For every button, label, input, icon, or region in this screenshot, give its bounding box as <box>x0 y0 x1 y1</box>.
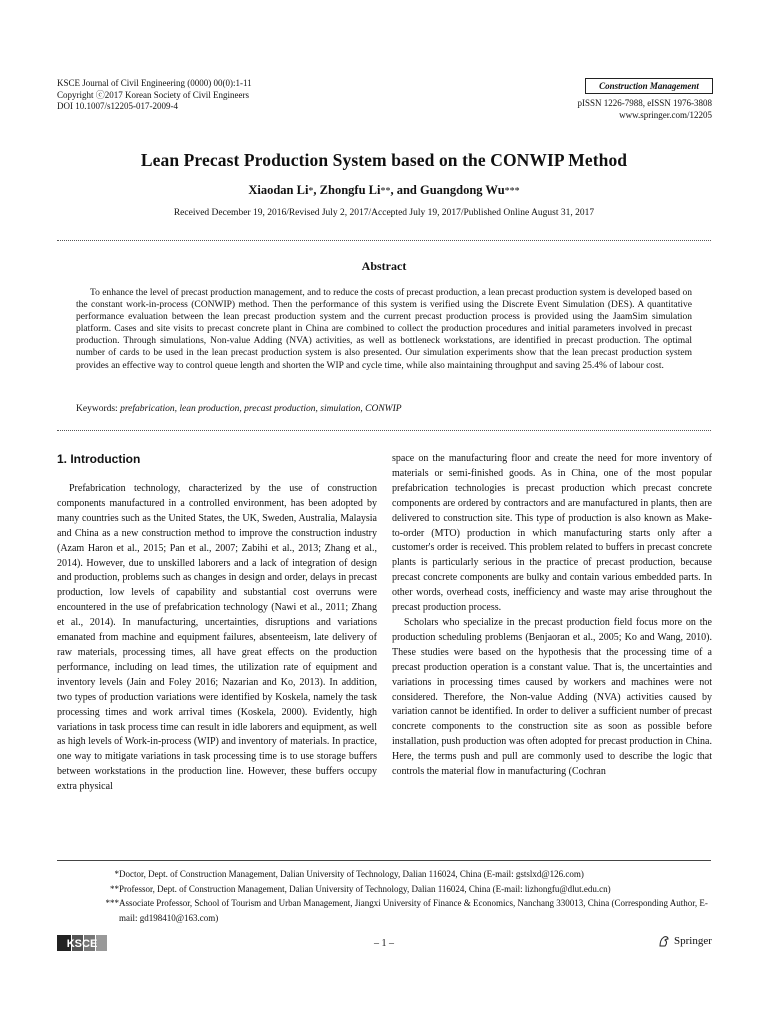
journal-url: www.springer.com/12205 <box>619 110 712 120</box>
author-2-mark: ** <box>380 186 391 197</box>
page-number: – 1 – <box>374 938 394 949</box>
logo-text: KSCE <box>66 938 98 950</box>
section-heading-introduction: 1. Introduction <box>57 452 141 466</box>
abstract-heading: Abstract <box>361 259 407 273</box>
paragraph: space on the manufacturing floor and create the need for more inventory of materials or semi-finished goods. As in China, one of the most popular prefabrication technologies is precast production which precast concrete components are ordered by contractors and are manufactured in plants, then are delivered to construction site. This type of production is also known as Make-to-order (MTO) production in which manufacturing starts only after a customer's order is received. This problem related to buffers in precast concrete plants is particularly serious in the practice of precast production, because precast concrete components are bulky and contain various embedded parts. In other words, overhead costs, inefficiency and waste may arise throughout the precast production process. <box>392 453 712 614</box>
issn-block <box>577 97 712 121</box>
footnote-text: Professor, Dept. of Construction Management, Dalian University of Technology, Dalian 116024, China (E-mail: lizhongfu@dlut.edu.cn) <box>119 883 611 894</box>
author-1: Xiaodan Li <box>248 183 309 197</box>
footnote <box>57 867 711 882</box>
footnote-mark: ** <box>110 883 119 894</box>
author-conjunction: and <box>396 183 417 197</box>
author-2: Zhongfu Li <box>319 183 381 197</box>
paragraph: Scholars who specialize in the precast production field focus more on the production scheduling problems (Benjaoran et al., 2005; Ko and Wang, 2010). These studies were based on the hypothesis that the processing time of a precast production operation is a constant value. That is, the uncertainties and variations in processing times caused by workers and machines were not considered. Therefore, the Non-value Adding (NVA) activities caused by variation cannot be identified. In order to deliver a sufficient number of precast concrete components to the construction site as soon as possible before installation, push production was often adopted for precast production in China. Here, the terms push and pull are commonly used to describe the logic that controls the material flow in manufacturing (Cochran <box>392 616 712 778</box>
footnote-rule <box>57 860 711 861</box>
column-left <box>57 482 377 795</box>
category-box: Construction Management <box>585 78 713 94</box>
footnotes <box>57 867 711 925</box>
publisher-name: Springer <box>674 935 712 947</box>
paper-title: Lean Precast Production System based on the CONWIP Method <box>140 150 628 170</box>
divider-top <box>57 240 711 241</box>
author-list: Xiaodan Li*, Zhongfu Li**, and Guangdong Wu*** <box>248 183 520 197</box>
footnote-mark: *** <box>105 898 119 908</box>
keywords <box>76 404 692 414</box>
keywords-label: Keywords: <box>76 404 118 414</box>
author-3: Guangdong Wu <box>420 183 505 197</box>
divider-bottom <box>57 430 711 431</box>
author-3-mark: *** <box>504 186 520 197</box>
footnote-text: Doctor, Dept. of Construction Management, Dalian University of Technology, Dalian 116024, China (E-mail: gstslxd@126.com) <box>119 869 584 879</box>
springer-logo <box>657 934 712 948</box>
column-right <box>392 452 712 780</box>
footnote-mark: * <box>114 869 119 879</box>
footnote <box>57 896 711 925</box>
author-1-mark: * <box>308 186 314 197</box>
journal-header <box>57 78 252 113</box>
springer-horse-icon <box>657 934 671 948</box>
issn-line: pISSN 1226-7988, eISSN 1976-3808 <box>577 98 712 108</box>
copyright-line: Copyright ⓒ2017 Korean Society of Civil Engineers <box>57 89 249 100</box>
paragraph: Prefabrication technology, characterized by the use of construction components manufactured in a controlled environment, has been adopted by many countries such as the United States, the UK, Sweden, Australia, Malaysia and China as a new construction method to improve the construction industry (Azam Haron et al., 2015; Pan et al., 2007; Zabihi et al., 2013; Zhang et al., 2014). However, due to unskilled laborers and a lack of integration of design and production, problems such as changes in design and order, delays in precast production, low levels of capability and substantial cost overruns were encountered in the use of prefabrication technology (Nawi et al., 2011; Zhang et al., 2014). In manufacturing, uncertainties, disruptions and variations emanated from machine and equipment failures, absenteeism, late delivery of raw materials, processing times, all have great effects on the production performance, including on lead times, the utilization rate of equipment and inventory levels (Jain and Foley 2016; Nazarian and Ko, 2013). In addition, two types of production variations were identified by Koskela, namely the task processing times and work arrival times (Koskela, 2000). Evidently, high variations in task process time can result in idle laborers and equipment, as well as high levels of Work-in-process (WIP) and inventory of materials. In practice, one way to mitigate variations in task processing time is to use storage buffers between workstations in the production line. However, these buffers occupy extra physical <box>57 483 377 793</box>
received-dates: Received December 19, 2016/Revised July 2, 2017/Accepted July 19, 2017/Published Online August 31, 2017 <box>173 208 595 218</box>
keywords-list: prefabrication, lean production, precast production, simulation, CONWIP <box>120 404 402 414</box>
journal-line: KSCE Journal of Civil Engineering (0000) 00(0):1-11 <box>57 78 252 88</box>
footnote <box>57 882 711 897</box>
abstract-text: To enhance the level of precast production management, and to reduce the costs of precast production, a lean precast production system is developed based on the constant work-in-process (CONWIP) method. Then the performance of this system is verified using the Discrete Event Simulation (DES). A quantitative performance evaluation between the lean precast production system and the current precast production process is provided using the JaamSim simulation platform. Cases and site visits to precast concrete plant in China are combined to collect the production procedures and initial parameters involved in precast production. Through simulations, Non-value Adding (NVA) activities, as well as bottleneck workstations, are identified in precast production. The optimal number of cards to be used in the lean precast production system is also presented. Our simulation experiments show that the lean precast production system provides an effective way to control queue length and shorten the WIP and cycle time, while also maintaining throughput and saving 25.4% of labour cost. <box>76 288 692 371</box>
doi-line: DOI 10.1007/s12205-017-2009-4 <box>57 101 178 112</box>
footnote-text: Associate Professor, School of Tourism and Urban Management, Jiangxi University of Finance & Economics, Nanchang 330013, China (Corresponding Author, E-mail: gd198410@163.com) <box>119 898 708 923</box>
